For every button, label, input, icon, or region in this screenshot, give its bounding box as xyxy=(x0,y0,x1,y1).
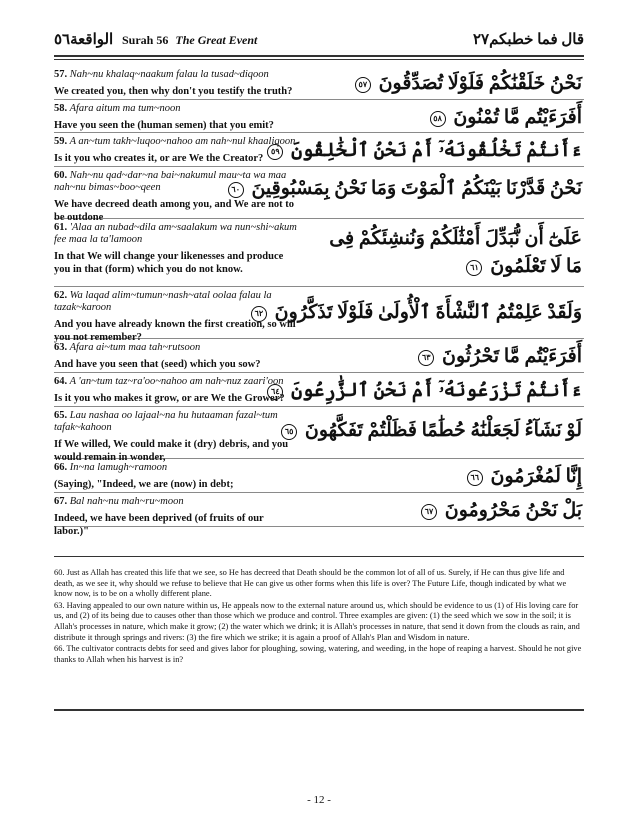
transliteration-text: Nah~nu qad~dar~na bai~nakumul mau~ta wa maa nah~nu bimas~boo~qeen xyxy=(54,170,287,193)
verse-transliteration xyxy=(54,462,300,474)
page-number: - 12 - xyxy=(307,794,331,806)
verse-list xyxy=(54,66,584,537)
transliteration-text: A an~tum takh~luqoo~nahoo am nah~nul khaaliqoon xyxy=(69,136,296,147)
verse-end-marker: ٥٨ xyxy=(430,111,446,127)
footnotes xyxy=(54,568,584,666)
verse-translation: And have you seen that (seed) which you sow? xyxy=(54,359,261,370)
verse-transliteration xyxy=(54,496,300,508)
transliteration-text: Afara aitum ma tum~noon xyxy=(69,103,181,114)
verse-number: 63. xyxy=(54,342,68,353)
verse-row xyxy=(54,493,584,537)
verse-end-marker: ٦٤ xyxy=(267,384,283,400)
verse-end-marker: ٦٢ xyxy=(251,306,267,322)
verse-text xyxy=(54,462,300,492)
verse-transliteration xyxy=(54,410,300,434)
header-rule-thin xyxy=(54,59,584,60)
verse-number: 62. xyxy=(54,290,68,301)
footnote: 60. Just as Allah has created this life that we see, so He has decreed that Death should be the common lot of all of us. Surely, if He can thus give life and death, as we see it, why should we refuse to believe that He can give us other forms when this life is over? The Future Life, though indicated by what we know now, is to be on a wholly different plane. xyxy=(54,568,567,599)
verse-row xyxy=(54,133,584,167)
surah-name-arabic: الواقعة٥٦ xyxy=(54,32,114,48)
verse-text xyxy=(54,496,300,538)
verse-translation: Indeed, we have been deprived (of fruits of our labor.)" xyxy=(54,513,264,537)
verse-number: 58. xyxy=(54,103,68,114)
verse-transliteration xyxy=(54,376,300,388)
verse-row xyxy=(54,100,584,133)
verse-number: 60. xyxy=(54,170,68,181)
verse-number: 61. xyxy=(54,222,68,233)
verse-transliteration xyxy=(54,342,300,354)
verse-end-marker: ٦٥ xyxy=(281,424,297,440)
verse-translation: Is it you who makes it grow, or are We the Grower? xyxy=(54,393,285,404)
verse-arabic xyxy=(267,139,582,163)
verse-arabic xyxy=(421,499,582,523)
verse-text xyxy=(54,136,300,166)
transliteration-text: In~na lamugh~ramoon xyxy=(69,462,168,473)
verse-number: 64. xyxy=(54,376,68,387)
verse-row xyxy=(54,339,584,373)
arabic-text: نَحْنُ قَدَّرْنَا بَيْنَكُمُ ٱلْمَوْتَ وَمَا نَحْنُ بِمَسْبُوقِينَ xyxy=(251,178,582,199)
verse-number: 57. xyxy=(54,69,68,80)
arabic-text: لَوْ نَشَآءُ لَجَعَلْنَٰهُ حُطَٰمًا فَظَلْتُمْ تَفَكَّهُونَ xyxy=(304,420,582,441)
header-rule xyxy=(54,55,584,57)
verse-number: 65. xyxy=(54,410,68,421)
arabic-text: وَلَقَدْ عَلِمْتُمُ ٱلنَّشْأَةَ ٱلْأُولَىٰ فَلَوْلَا تَذَكَّرُونَ xyxy=(274,302,582,323)
verse-text xyxy=(54,342,300,372)
verse-text xyxy=(54,376,300,406)
arabic-text: عَلَىٰٓ أَن نُّبَدِّلَ أَمْثَٰلَكُمْ وَنُنشِئَكُمْ فِى مَا لَا تَعْلَمُونَ xyxy=(329,228,582,277)
surah-title xyxy=(122,33,257,48)
arabic-text: أَفَرَءَيْتُم مَّا تَحْرُثُونَ xyxy=(441,346,582,367)
surah-english-name: The Great Event xyxy=(175,33,258,47)
verse-arabic xyxy=(418,345,582,369)
verse-translation: Is it you who creates it, or are We the Creator? xyxy=(54,153,264,164)
verse-end-marker: ٦٠ xyxy=(228,182,244,198)
arabic-text: ءَأَنتُمْ تَزْرَعُونَهُۥٓ أَمْ نَحْنُ ٱلزَّٰرِعُونَ xyxy=(291,380,582,401)
verse-row xyxy=(54,167,584,223)
verse-number: 59. xyxy=(54,136,68,147)
verse-end-marker: ٦٧ xyxy=(421,504,437,520)
verse-arabic xyxy=(228,177,582,201)
verse-arabic xyxy=(251,301,582,325)
verse-translation: We created you, then why don't you testify the truth? xyxy=(54,86,293,97)
verse-number: 66. xyxy=(54,462,68,473)
notes-rule-top xyxy=(54,556,584,557)
verse-end-marker: ٥٩ xyxy=(267,144,283,160)
arabic-text: أَفَرَءَيْتُم مَّا تُمْنُونَ xyxy=(453,107,582,128)
arabic-text: ءَأَنتُمْ تَخْلُقُونَهُۥٓ أَمْ نَحْنُ ٱلْخَٰلِقُونَ xyxy=(291,140,582,161)
verse-transliteration xyxy=(54,136,300,148)
verse-row xyxy=(54,407,584,463)
footnote: 63. Having appealed to our own nature within us, He appeals now to the external nature around us, which should be evidence to us (1) of His loving care for us, and (2) of its being due to causes other than those which we produce and control. Three examples are given: (1) the seed which we sow in the soil; it is Allah's processes in nature, which make it grow; (2) the water which we drink; it is Allah's processes in nature, that send it down from the clouds as rain, and distribute it through springs and rivers: (3) the fire which we strike; it is again a proof of Allah's Plan and Wisdom in nature. xyxy=(54,600,580,642)
verse-number: 67. xyxy=(54,496,68,507)
transliteration-text: 'Alaa an nubad~dila am~saalakum wa nun~shi~akum fee maa la ta'lamoon xyxy=(54,222,297,245)
verse-arabic xyxy=(267,379,582,403)
verse-text xyxy=(54,103,300,133)
footnote: 66. The cultivator contracts debts for seed and gives labor for ploughing, sowing, watering, and weeding, in the hope of reaping a harvest. Should he not give thanks to Allah when his harvest is in? xyxy=(54,644,582,664)
juz-name-arabic: قال فما خطبكم٢٧ xyxy=(472,32,584,48)
arabic-text: بَلْ نَحْنُ مَحْرُومُونَ xyxy=(444,500,582,521)
verse-text xyxy=(54,222,300,276)
verse-end-marker: ٥٧ xyxy=(355,77,371,93)
verse-row xyxy=(54,219,584,287)
verse-end-marker: ٦٦ xyxy=(467,470,483,486)
verse-translation: We have decreed death among you, and We are not to be outdone xyxy=(54,199,295,223)
verse-row xyxy=(54,459,584,493)
verse-row xyxy=(54,287,584,343)
verse-translation: And you have already known the first creation, so will you not remember? xyxy=(54,319,296,343)
verse-transliteration xyxy=(54,69,300,81)
verse-transliteration xyxy=(54,103,300,115)
verse-text xyxy=(54,410,300,464)
verse-translation: In that We will change your likenesses and produce you in that (form) which you do not know. xyxy=(54,251,284,275)
transliteration-text: Nah~nu khalaq~naakum falau la tusad~diqoon xyxy=(69,69,269,80)
verse-end-marker: ٦٣ xyxy=(418,350,434,366)
verse-text xyxy=(54,69,300,99)
page-header xyxy=(54,30,584,52)
transliteration-text: Wa laqad alim~tumun~nash~atal oolaa falau la tazak~karoon xyxy=(54,290,272,313)
arabic-text: إِنَّا لَمُغْرَمُونَ xyxy=(490,466,582,487)
verse-row xyxy=(54,66,584,100)
verse-arabic xyxy=(467,465,582,489)
transliteration-text: Lau nashaa oo lajaal~na hu hutaaman fazal~tum tafak~kahoon xyxy=(54,410,278,433)
verse-translation: If We willed, We could make it (dry) debris, and you would remain in wonder, xyxy=(54,439,289,463)
verse-end-marker: ٦١ xyxy=(466,260,482,276)
notes-rule-bottom xyxy=(54,709,584,711)
transliteration-text: Bal nah~nu mah~ru~moon xyxy=(69,496,184,507)
verse-arabic xyxy=(430,106,582,130)
verse-arabic xyxy=(355,72,582,96)
transliteration-text: Afara ai~tum maa tah~rutsoon xyxy=(69,342,201,353)
surah-number: Surah 56 xyxy=(122,33,169,47)
verse-transliteration xyxy=(54,222,300,246)
verse-arabic xyxy=(312,225,582,281)
arabic-text: نَحْنُ خَلَقْنَٰكُمْ فَلَوْلَا تُصَدِّقُونَ xyxy=(378,73,582,94)
verse-translation: (Saying), "Indeed, we are (now) in debt; xyxy=(54,479,234,490)
transliteration-text: A 'an~tum taz~ra'oo~nahoo am nah~nuz zaari'oon xyxy=(69,376,284,387)
verse-row xyxy=(54,373,584,407)
verse-translation: Have you seen the (human semen) that you emit? xyxy=(54,120,274,131)
verse-arabic xyxy=(281,419,582,443)
